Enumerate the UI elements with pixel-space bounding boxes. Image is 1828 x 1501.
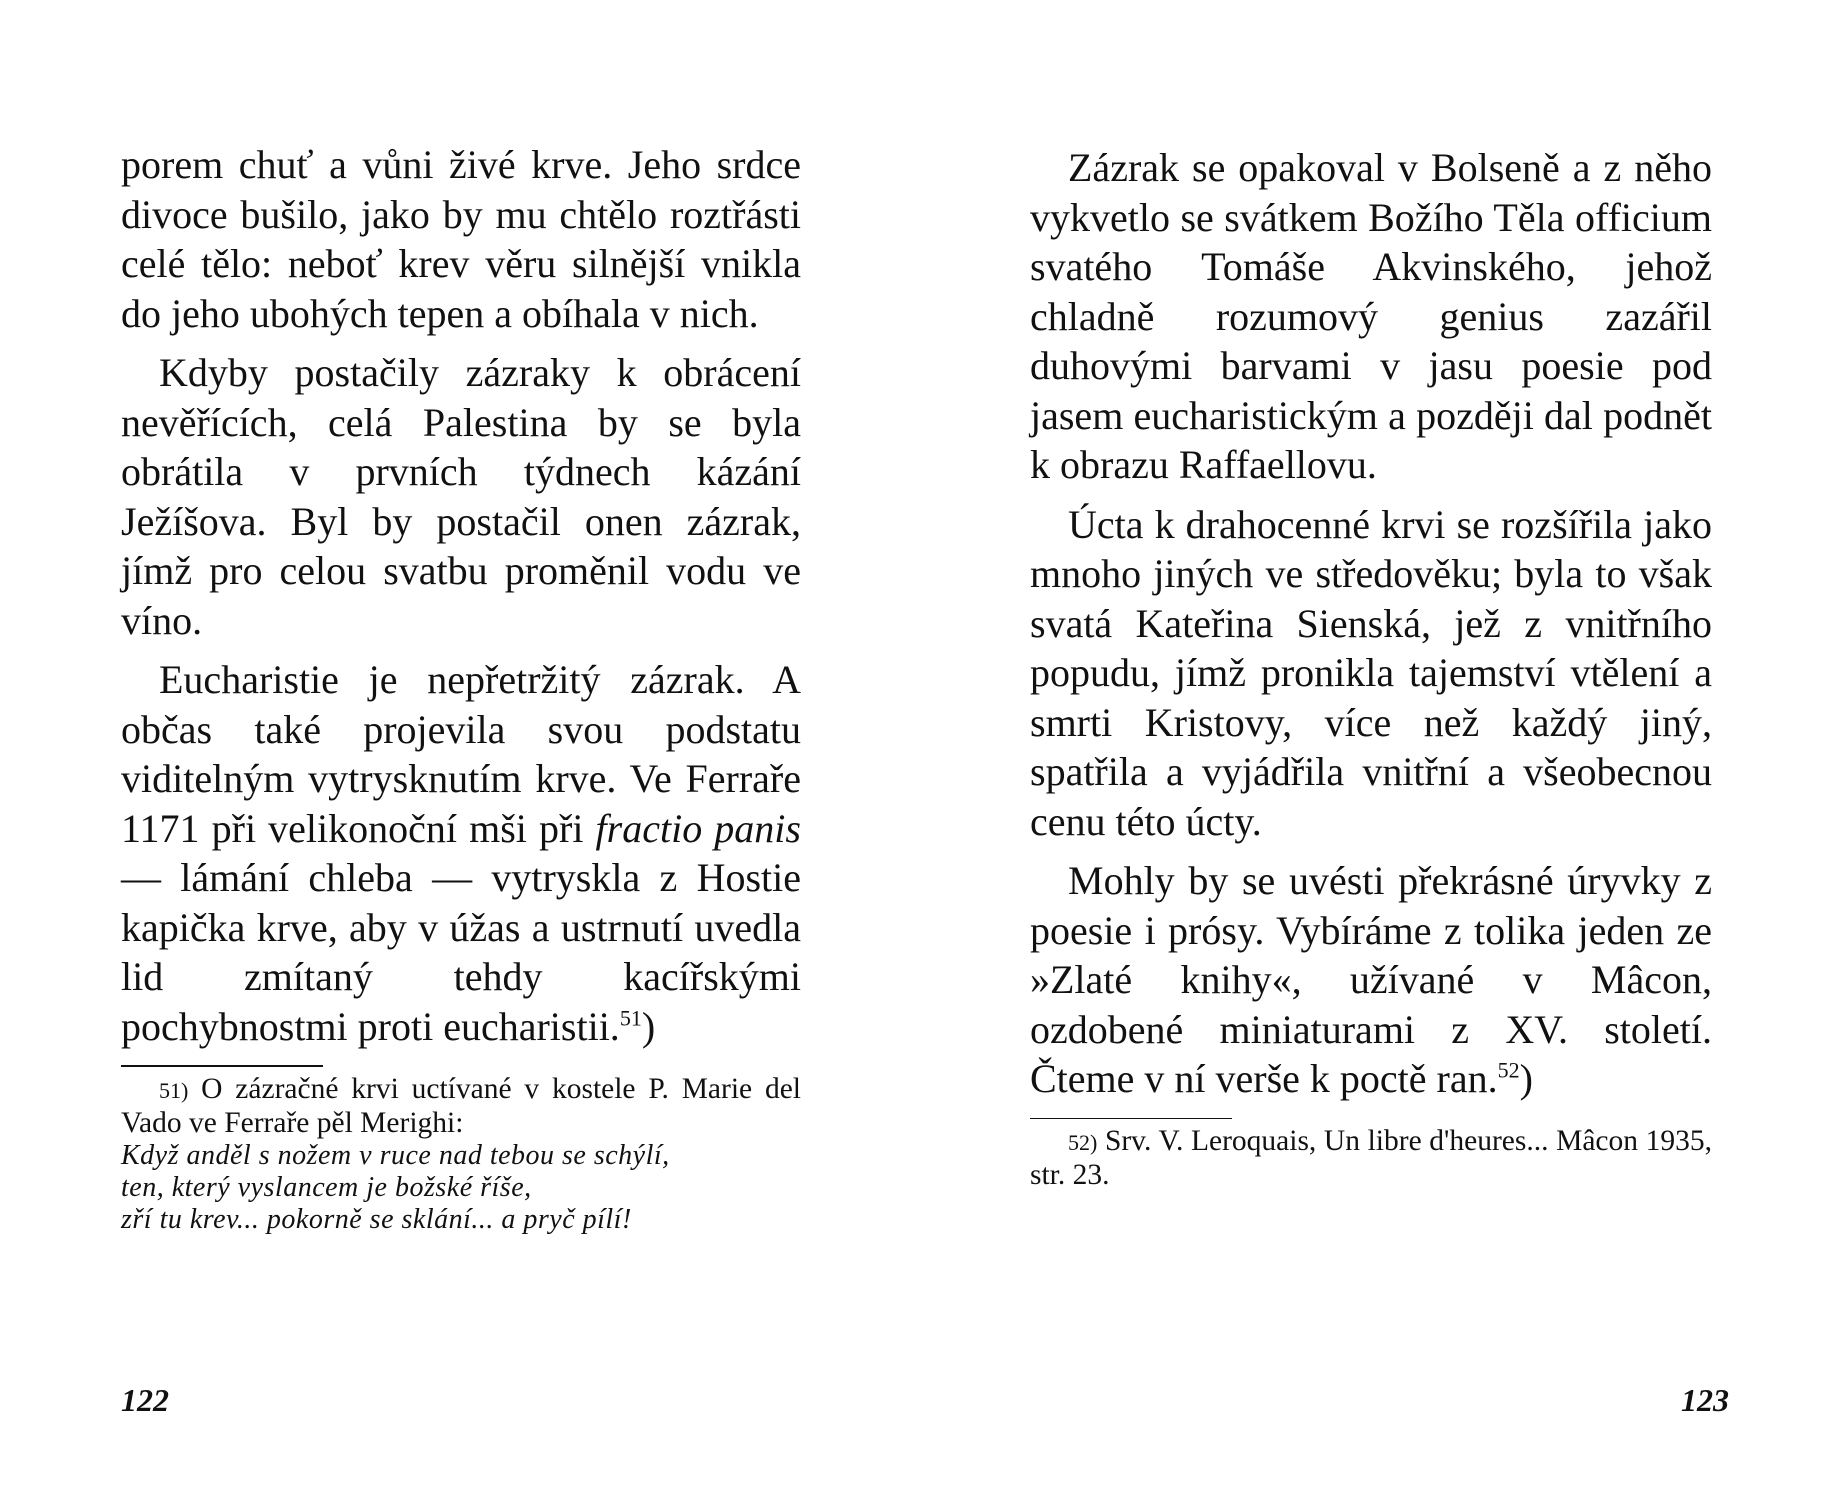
text-run: )	[1519, 1056, 1533, 1101]
paragraph	[1030, 856, 1712, 1104]
footnote-number: 52)	[1068, 1130, 1098, 1156]
footnote-number: 51)	[159, 1077, 189, 1103]
footnote-ref: 52	[1497, 1057, 1520, 1083]
text-run: — lámání chleba — vytryskla z Hostie kapička krve, aby v úžas a ustrnutí uvedla lid zmítaný tehdy kacířskými pochybnostmi proti eucharistii.	[121, 855, 801, 1049]
right-page	[914, 0, 1828, 1501]
left-text-block	[121, 140, 801, 1236]
footnote	[121, 1073, 801, 1236]
footnote-body: O zázračné krvi uctívané v kostele P. Marie del Vado ve Ferraře pěl Merighi:	[121, 1072, 802, 1139]
paragraph: Zázrak se opakoval v Bolseně a z něho vykvetlo se svátkem Božího Těla officium svatého Tomáše Akvinského, jehož chladně rozumový genius zazářil duhovými barvami v jasu poesie pod jasem eucharistickým a později dal podnět k obrazu Raffaellovu.	[1030, 145, 1712, 487]
footnote-rule	[121, 1065, 323, 1067]
text-run: Eucharistie je nepřetržitý zázrak. A občas také projevila svou podstatu viditelným vytrysknutím krve. Ve Ferraře 1171 při velikonoční mši při	[121, 657, 801, 851]
footnote-body: Srv. V. Leroquais, Un libre d'heures... Mâcon 1935, str. 23.	[1030, 1125, 1713, 1192]
text-run: )	[641, 1003, 656, 1049]
right-text-block	[1030, 143, 1712, 1192]
latin-phrase: fractio panis	[595, 805, 801, 851]
text-run: Mohly by se uvésti překrásné úryvky z poesie i prósy. Vybíráme z tolika jeden ze »Zlaté knihy«, užívané v Mâcon, ozdobené miniaturami z XV. století. Čteme v ní verše k poctě ran.	[1030, 858, 1712, 1101]
verse-line: ten, který vyslancem je božské říše,	[121, 1171, 532, 1203]
footnote-rule	[1030, 1118, 1232, 1120]
verse-line: Když anděl s nožem v ruce nad tebou se schýlí,	[121, 1139, 670, 1171]
paragraph: porem chuť a vůni živé krve. Jeho srdce divoce bušilo, jako by mu chtělo roztřásti celé tělo: neboť krev věru silnější vnikla do jeho ubohých tepen a obíhala v nich.	[121, 142, 801, 336]
paragraph	[121, 655, 801, 1051]
footnote	[1030, 1125, 1712, 1192]
footnote-text	[121, 1073, 801, 1140]
verse-line: zří tu krev... pokorně se sklání... a pryč pílí!	[121, 1203, 632, 1235]
paragraph: Úcta k drahocenné krvi se rozšířila jako mnoho jiných ve středověku; byla to však svatá Kateřina Sienská, jež z vnitřního popudu, jímž pronikla tajemství vtělení a smrti Kristovy, více než každý jiný, spatřila a vyjádřila vnitřní a všeobecnou cenu této úcty.	[1030, 501, 1712, 844]
paragraph: Kdyby postačily zázraky k obrácení nevěřících, celá Palestina by se byla obrátila v prvních týdnech kázání Ježíšova. Byl by postačil onen zázrak, jímž pro celou svatbu proměnil vodu ve víno.	[121, 350, 801, 643]
footnote-ref: 51	[619, 1005, 642, 1031]
footnote-text	[1030, 1125, 1712, 1192]
page-number: 122	[121, 1382, 169, 1418]
page-number: 123	[1681, 1382, 1729, 1418]
